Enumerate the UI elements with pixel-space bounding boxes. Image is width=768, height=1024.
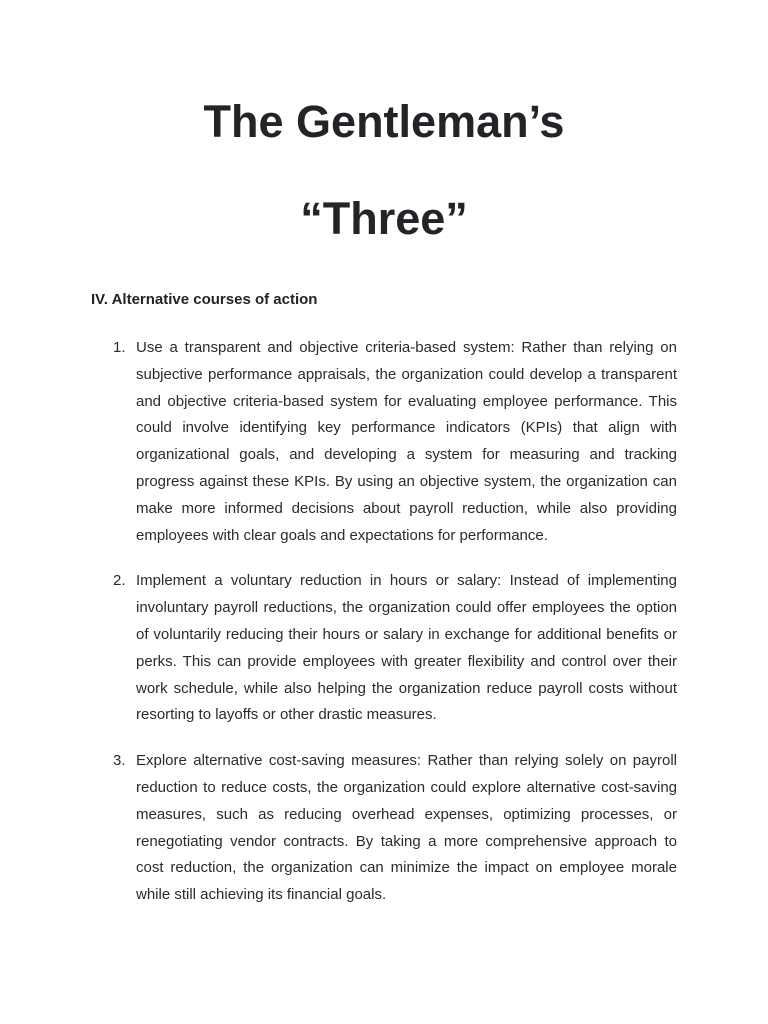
list-item	[91, 748, 677, 909]
list-item-text: Use a transparent and objective criteria-based system: Rather than relying on subjective performance appraisals, the organization could develop a transparent and objective criteria-based system for evaluating employee performance. This could involve identifying key performance indicators (KPIs) that align with organizational goals, and developing a system for measuring and tracking progress against these KPIs. By using an objective system, the organization can make more informed decisions about payroll reduction, while also providing employees with clear goals and expectations for performance.	[136, 339, 677, 544]
title-line-2: “Three”	[300, 193, 468, 244]
list-item-text: Explore alternative cost-saving measures: Rather than relying solely on payroll reduction to reduce costs, the organization could explore alternative cost-saving measures, such as reducing overhead expenses, optimizing processes, or renegotiating vendor contracts. By taking a more comprehensive approach to cost reduction, the organization can minimize the impact on employee morale while still achieving its financial goals.	[136, 752, 677, 904]
list-item-text: Implement a voluntary reduction in hours or salary: Instead of implementing involuntary payroll reductions, the organization could offer employees the option of voluntarily reducing their hours or salary in exchange for additional benefits or perks. This can provide employees with greater flexibility and control over their work schedule, while also helping the organization reduce payroll costs without resorting to layoffs or other drastic measures.	[136, 572, 677, 724]
list-item	[91, 335, 677, 549]
alternatives-list	[91, 335, 677, 909]
list-item	[91, 568, 677, 729]
section-heading: IV. Alternative courses of action	[91, 291, 318, 308]
list-item-number: 3.	[113, 752, 126, 770]
list-item-number: 1.	[113, 339, 126, 356]
title-line-1: The Gentleman’s	[203, 96, 565, 147]
list-item-number: 2.	[113, 572, 126, 590]
